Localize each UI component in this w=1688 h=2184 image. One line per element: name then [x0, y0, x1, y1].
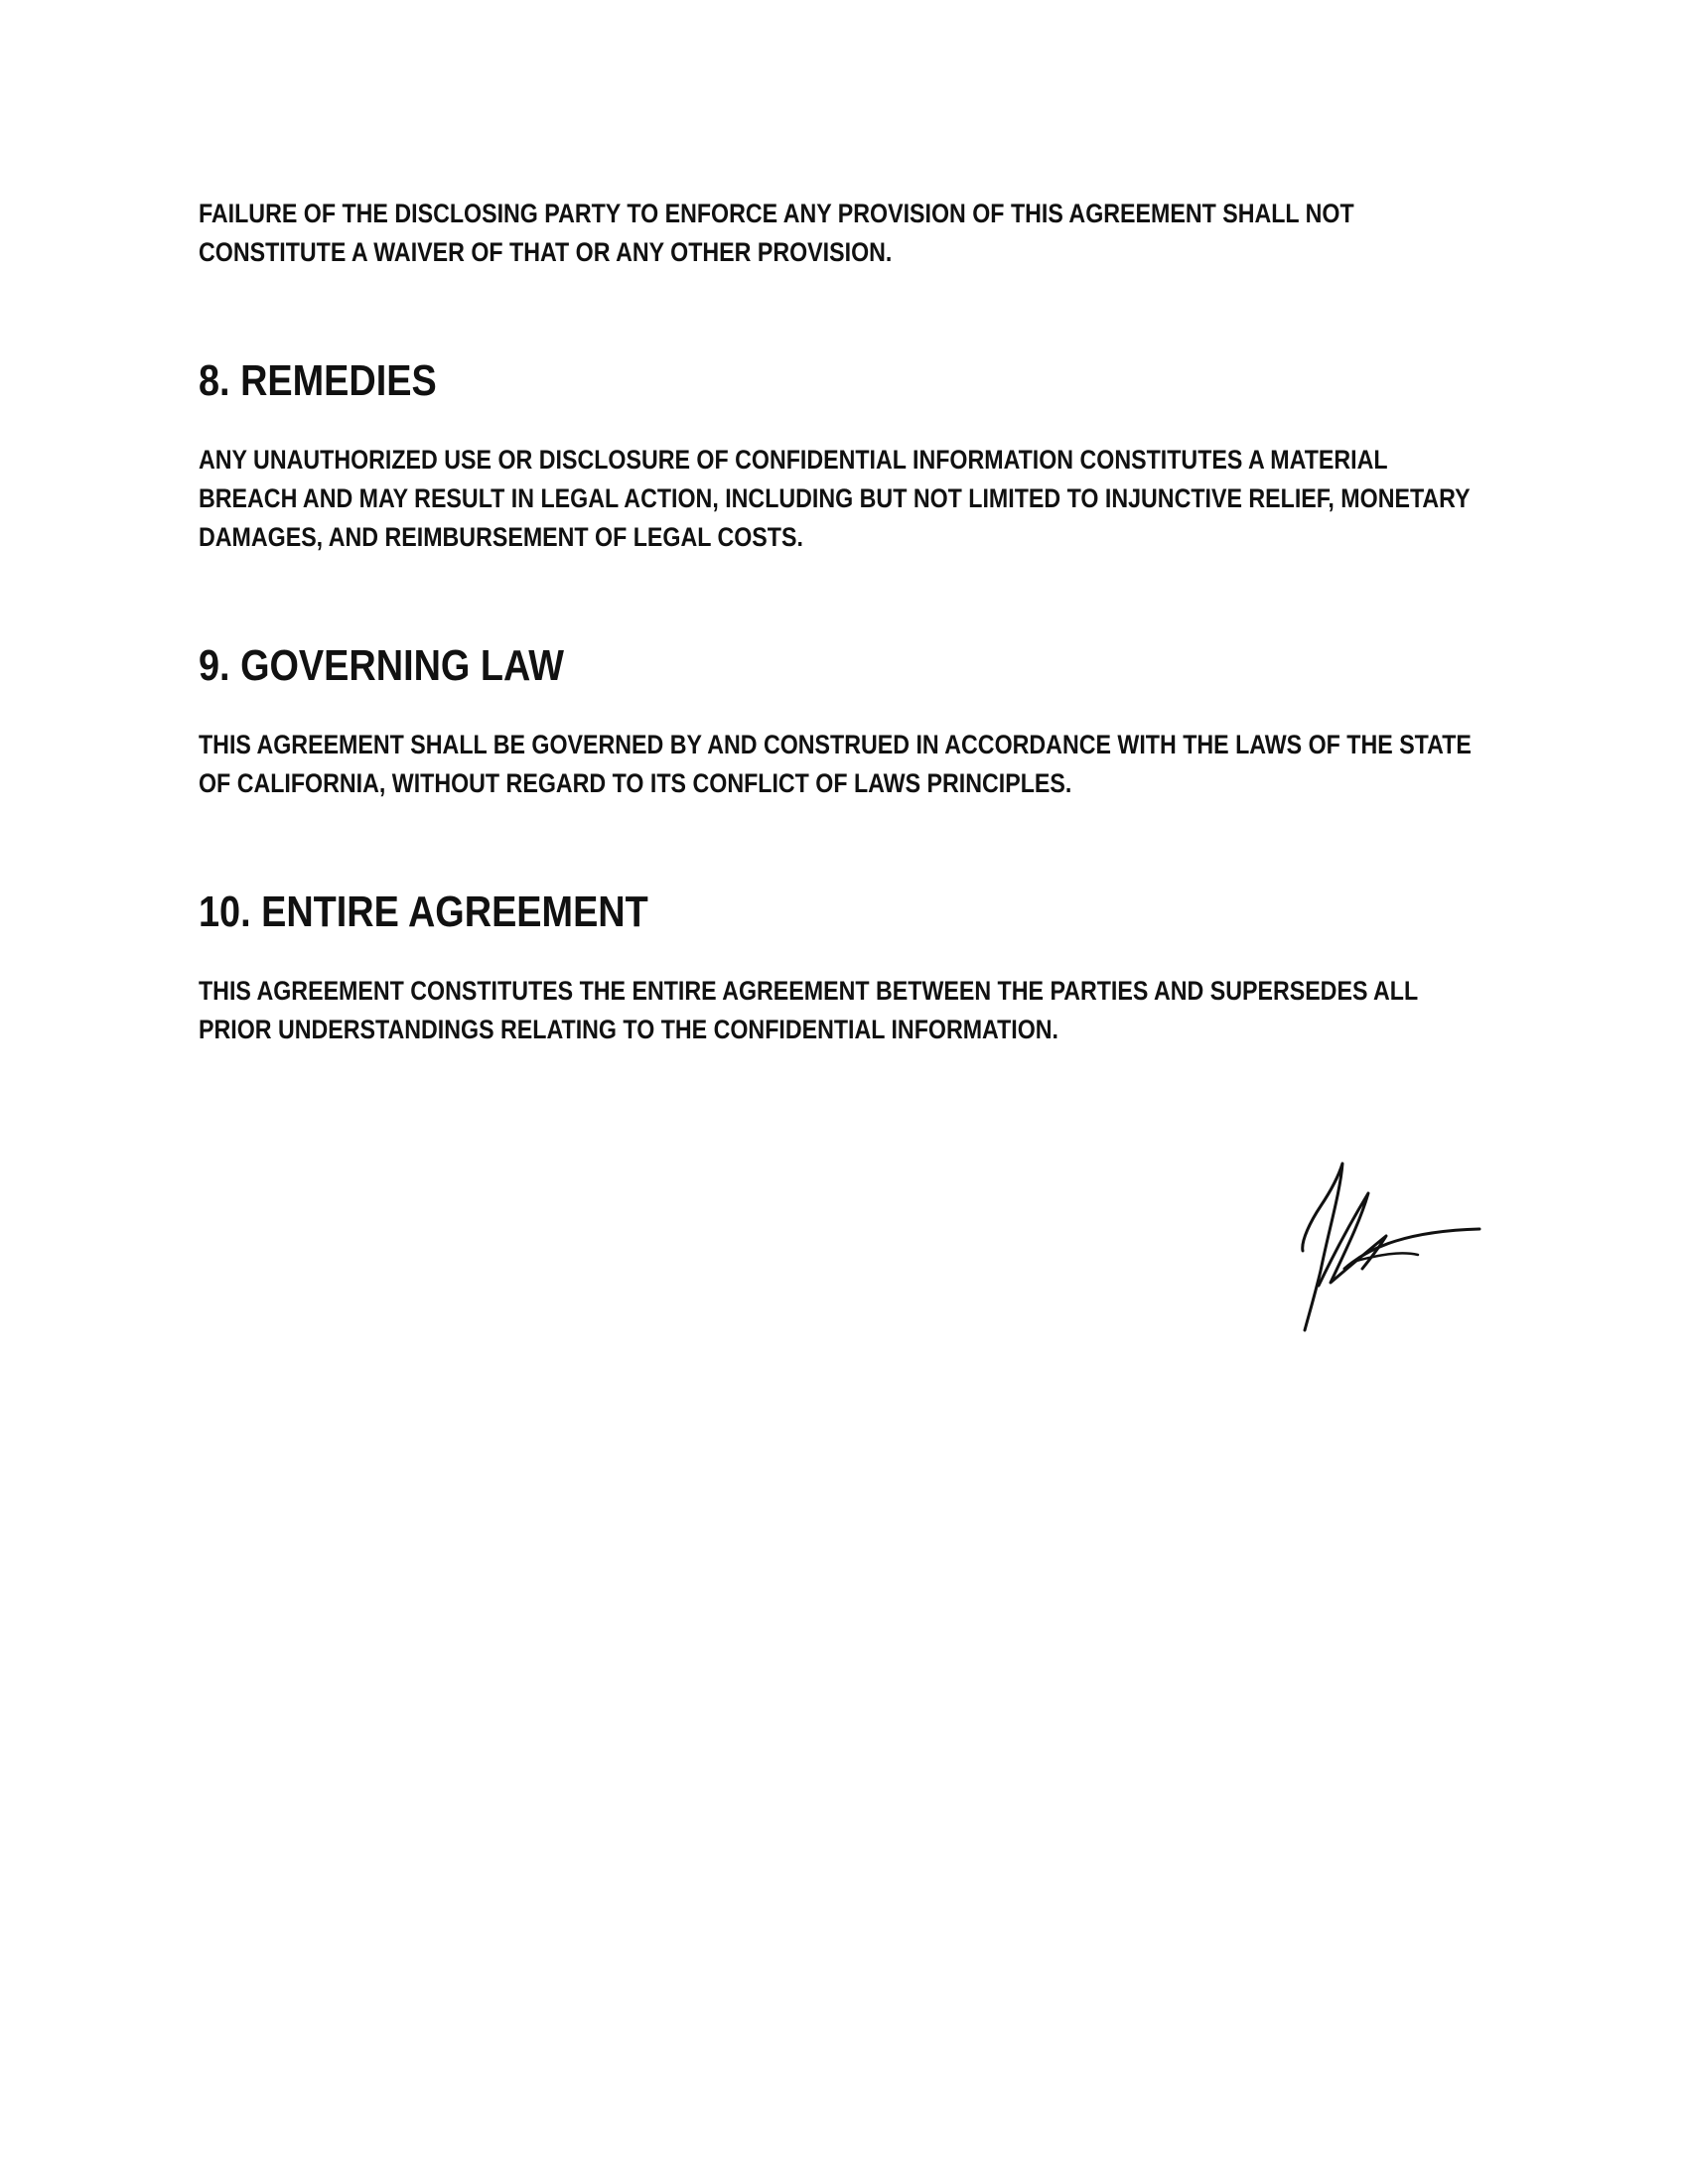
- section-body-entire-agreement: THIS AGREEMENT CONSTITUTES THE ENTIRE AGREEMENT BETWEEN THE PARTIES AND SUPERSEDES ALL PRIOR UNDERSTANDINGS RELATING TO THE CONFIDENTIAL INFORMATION.: [199, 976, 1418, 1044]
- intro-paragraph: FAILURE OF THE DISCLOSING PARTY TO ENFORCE ANY PROVISION OF THIS AGREEMENT SHALL NOT CONSTITUTE A WAIVER OF THAT OR ANY OTHER PROVISION.: [199, 199, 1354, 267]
- signature-icon: [1291, 1152, 1489, 1340]
- section-heading-entire-agreement: 10. ENTIRE AGREEMENT: [199, 887, 648, 936]
- section-body-governing-law: THIS AGREEMENT SHALL BE GOVERNED BY AND CONSTRUED IN ACCORDANCE WITH THE LAWS OF THE STATE OF CALIFORNIA, WITHOUT REGARD TO ITS CONFLICT OF LAWS PRINCIPLES.: [199, 730, 1472, 798]
- section-heading-governing-law: 9. GOVERNING LAW: [199, 641, 564, 690]
- document-page: [199, 195, 1479, 1049]
- section-heading-remedies: 8. REMEDIES: [199, 356, 437, 405]
- section-body-remedies: ANY UNAUTHORIZED USE OR DISCLOSURE OF CONFIDENTIAL INFORMATION CONSTITUTES A MATERIAL BREACH AND MAY RESULT IN LEGAL ACTION, INCLUDING BUT NOT LIMITED TO INJUNCTIVE RELIEF, MONETARY DAMAGES, AND REIMBURSEMENT OF LEGAL COSTS.: [199, 445, 1471, 552]
